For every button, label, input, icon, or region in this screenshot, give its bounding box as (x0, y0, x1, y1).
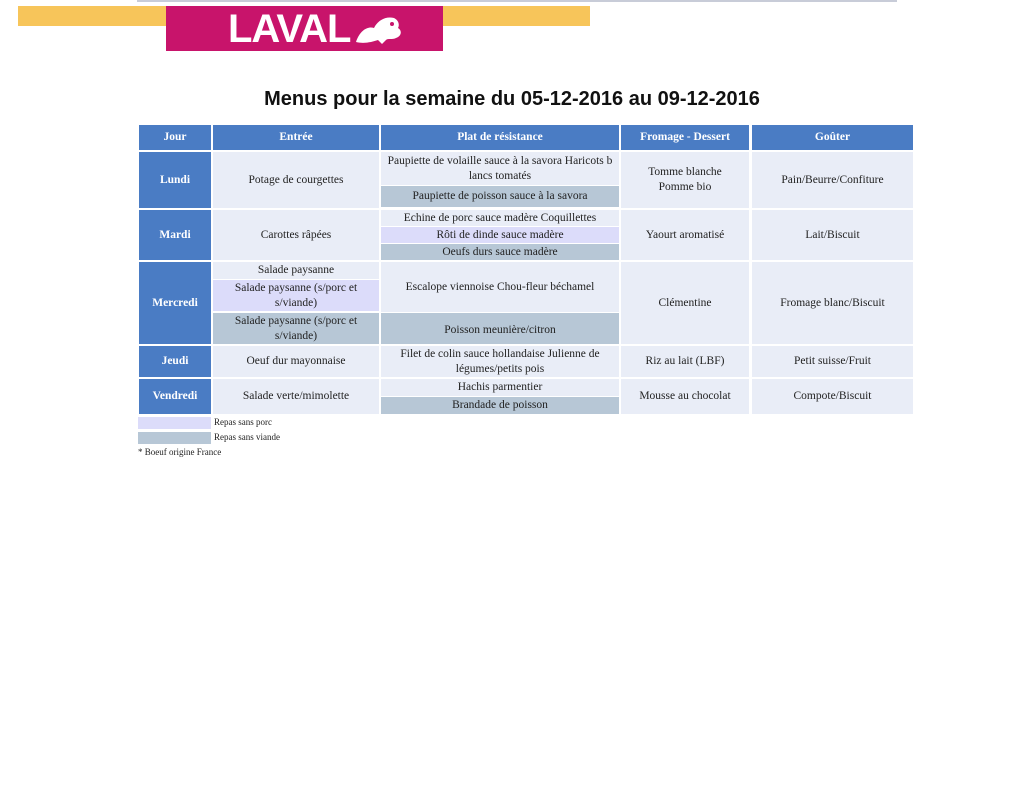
day-vendredi: Vendredi (139, 379, 211, 414)
plat-vendredi-1: Hachis parmentier (381, 379, 619, 396)
gouter-mardi: Lait/Biscuit (752, 210, 913, 260)
col-header-dessert: Fromage - Dessert (621, 125, 749, 150)
plat-mardi-3: Oeufs durs sauce madère (381, 244, 619, 260)
plat-lundi-2: Paupiette de poisson sauce à la savora (381, 186, 619, 207)
entree-jeudi: Oeuf dur mayonnaise (213, 346, 379, 377)
logo-text: LAVAL (228, 6, 351, 51)
dessert-mercredi: Clémentine (621, 262, 749, 344)
legend-label-sans-viande: Repas sans viande (214, 432, 280, 442)
lion-emblem-icon (352, 12, 404, 46)
entree-vendredi: Salade verte/mimolette (213, 379, 379, 414)
entree-lundi: Potage de courgettes (213, 152, 379, 208)
gouter-vendredi: Compote/Biscuit (752, 379, 913, 414)
laval-logo (166, 6, 443, 51)
day-lundi: Lundi (139, 152, 211, 208)
plat-mardi-2: Rôti de dinde sauce madère (381, 227, 619, 243)
legend-swatch-sans-viande (138, 432, 211, 444)
plat-jeudi-1: Filet de colin sauce hollandaise Julienne de légumes/petits pois (381, 346, 619, 377)
col-header-jour: Jour (139, 125, 211, 150)
entree-mercredi-2: Salade paysanne (s/porc et s/viande) (213, 280, 379, 311)
plat-mercredi-1: Escalope viennoise Chou-fleur béchamel (381, 262, 619, 312)
day-jeudi: Jeudi (139, 346, 211, 377)
page-title: Menus pour la semaine du 05-12-2016 au 09-12-2016 (264, 88, 760, 110)
top-rule (137, 0, 897, 2)
day-mardi: Mardi (139, 210, 211, 260)
footnote-boeuf: * Boeuf origine France (138, 447, 222, 457)
plat-lundi-1: Paupiette de volaille sauce à la savora Haricots b lancs tomatés (381, 152, 619, 185)
plat-mercredi-2: Poisson meunière/citron (381, 313, 619, 344)
entree-mercredi-1: Salade paysanne (213, 262, 379, 279)
dessert-mardi: Yaourt aromatisé (621, 210, 749, 260)
col-header-plat: Plat de résistance (381, 125, 619, 150)
dessert-lundi: Tomme blanche Pomme bio (621, 152, 749, 208)
gouter-lundi: Pain/Beurre/Confiture (752, 152, 913, 208)
dessert-vendredi: Mousse au chocolat (621, 379, 749, 414)
day-mercredi: Mercredi (139, 262, 211, 344)
dessert-jeudi: Riz au lait (LBF) (621, 346, 749, 377)
col-header-entree: Entrée (213, 125, 379, 150)
col-header-gouter: Goûter (752, 125, 913, 150)
gouter-mercredi: Fromage blanc/Biscuit (752, 262, 913, 344)
legend-swatch-sans-porc (138, 417, 211, 429)
entree-mardi: Carottes râpées (213, 210, 379, 260)
gouter-jeudi: Petit suisse/Fruit (752, 346, 913, 377)
plat-vendredi-2: Brandade de poisson (381, 397, 619, 414)
entree-mercredi-3: Salade paysanne (s/porc et s/viande) (213, 313, 379, 344)
legend-label-sans-porc: Repas sans porc (214, 417, 272, 427)
plat-mardi-1: Echine de porc sauce madère Coquillettes (381, 210, 619, 226)
